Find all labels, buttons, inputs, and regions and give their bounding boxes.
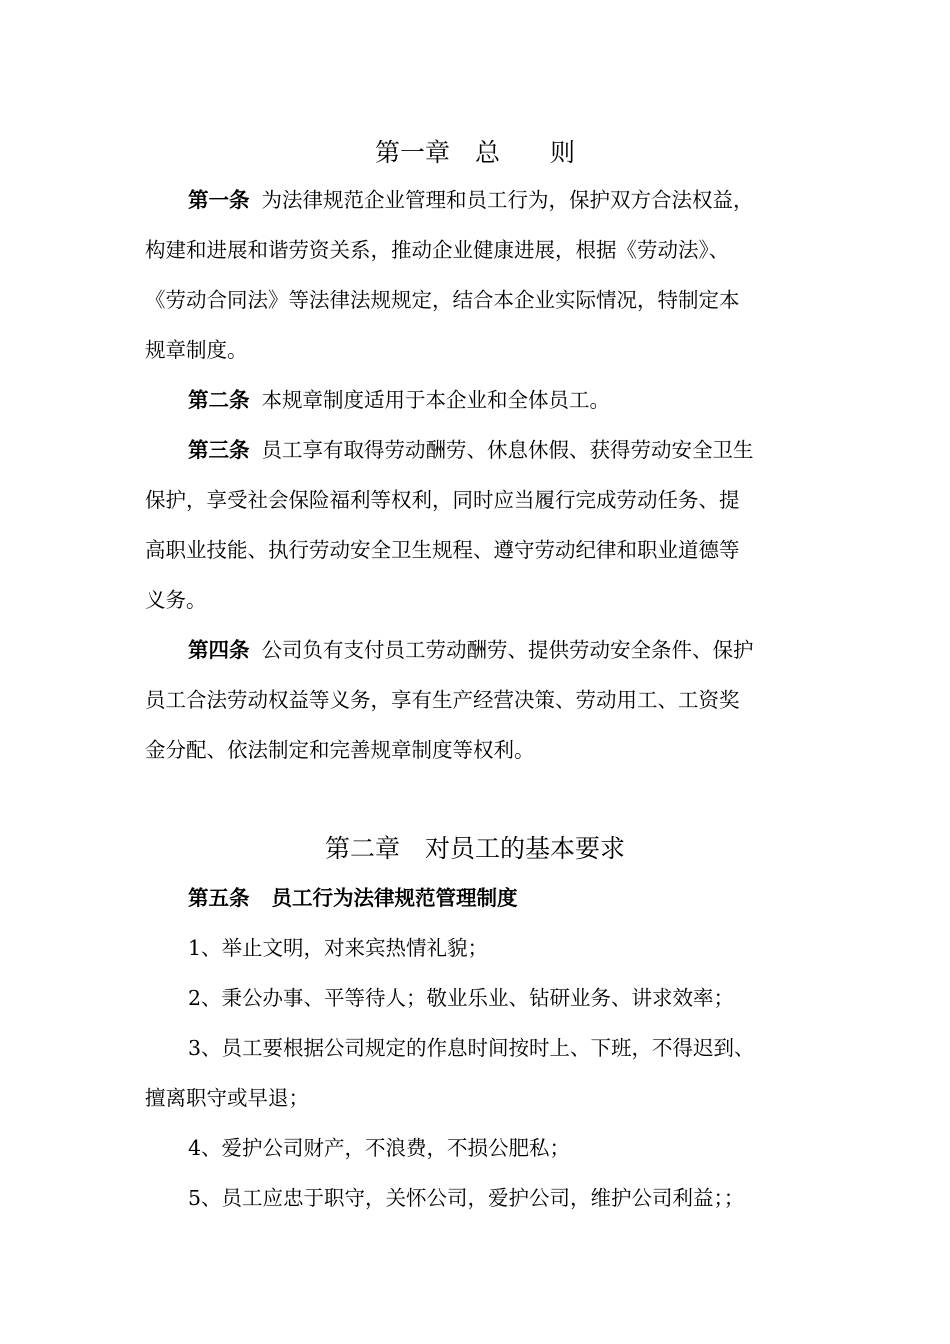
chapter-1-title: 第一章 总 则 bbox=[374, 138, 575, 167]
article-1-text-line: 《劳动合同法》等法律法规规定，结合本企业实际情况，特制定本 bbox=[145, 288, 740, 312]
article-4-first-line bbox=[188, 635, 754, 665]
article-3-text-line: 员工享有取得劳动酬劳、休息休假、获得劳动安全卫生 bbox=[261, 438, 754, 462]
article-3-text-line: 高职业技能、执行劳动安全卫生规程、遵守劳动纪律和职业道德等 bbox=[145, 538, 740, 562]
article-1-number: 第一条 bbox=[188, 188, 250, 212]
article-5-number: 第五条 bbox=[188, 886, 250, 910]
article-4-number: 第四条 bbox=[188, 638, 250, 662]
requirement-item-continuation: 擅离职守或早退； bbox=[145, 1086, 309, 1110]
article-1-text-line: 构建和进展和谐劳资关系，推动企业健康进展，根据《劳动法》、 bbox=[145, 238, 730, 262]
article-1-text-line: 规章制度。 bbox=[145, 338, 248, 362]
requirement-item: 5、员工应忠于职守，关怀公司，爱护公司，维护公司利益；； bbox=[188, 1186, 745, 1210]
article-4-text-line: 员工合法劳动权益等义务，享有生产经营决策、劳动用工、工资奖 bbox=[145, 688, 740, 712]
requirement-item: 3、员工要根据公司规定的作息时间按时上、下班，不得迟到、 bbox=[188, 1036, 755, 1060]
article-5-title: 员工行为法律规范管理制度 bbox=[271, 886, 518, 910]
article-4-text-line: 金分配、依法制定和完善规章制度等权利。 bbox=[145, 738, 535, 762]
article-3-text-line: 保护，享受社会保险福利等权利，同时应当履行完成劳动任务、提 bbox=[145, 488, 740, 512]
chapter-2-title: 第二章 对员工的基本要求 bbox=[324, 834, 625, 863]
requirement-item: 4、爱护公司财产，不浪费，不损公肥私； bbox=[188, 1136, 571, 1160]
article-1-first-line bbox=[188, 185, 754, 215]
requirement-item: 1、举止文明，对来宾热情礼貌； bbox=[188, 936, 489, 960]
article-5-heading bbox=[188, 883, 518, 913]
article-2-first-line bbox=[188, 385, 610, 415]
article-3-number: 第三条 bbox=[188, 438, 250, 462]
article-2-text-line: 本规章制度适用于本企业和全体员工。 bbox=[261, 388, 610, 412]
article-3-first-line bbox=[188, 435, 754, 465]
article-4-text-line: 公司负有支付员工劳动酬劳、提供劳动安全条件、保护 bbox=[261, 638, 754, 662]
requirement-item: 2、秉公办事、平等待人；敬业乐业、钻研业务、讲求效率； bbox=[188, 986, 735, 1010]
article-3-text-line: 义务。 bbox=[145, 588, 207, 612]
article-2-number: 第二条 bbox=[188, 388, 250, 412]
article-1-text-line: 为法律规范企业管理和员工行为，保护双方合法权益， bbox=[261, 188, 754, 212]
